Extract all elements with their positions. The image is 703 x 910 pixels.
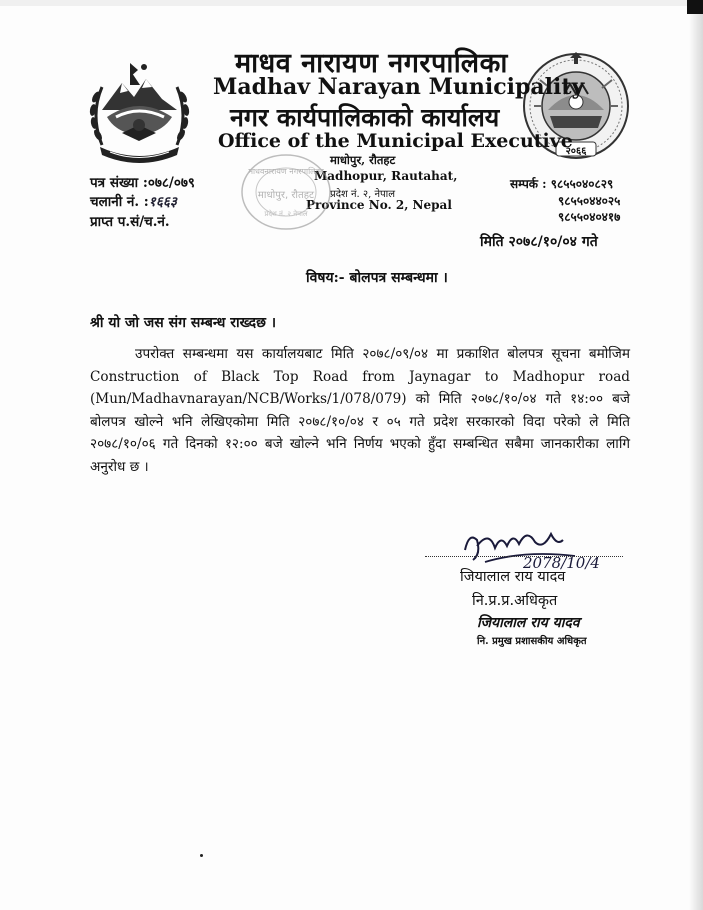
- page-right-edge: [689, 0, 703, 910]
- signatory-stamp-title: नि. प्रमुख प्रशासकीय अधिकृत: [477, 636, 587, 647]
- seal-year: २०६६: [565, 146, 587, 157]
- stamp-text-3: प्रदेश नं. २ नेपाल: [264, 210, 308, 218]
- signature-date-handwritten: 2078/10/4: [523, 554, 600, 572]
- reference-value: ०७८/०७९: [147, 175, 195, 191]
- address-english: Madhopur, Rautahat,: [314, 169, 458, 183]
- office-rubber-stamp: [240, 152, 332, 232]
- signatory-stamp-name: जियालाल राय यादव: [477, 615, 580, 631]
- letter-greeting: श्री यो जो जस संग सम्बन्ध राख्दछ ।: [90, 315, 277, 331]
- municipality-name-english: Madhav Narayan Municipality: [213, 74, 585, 100]
- contact-phone-1: [510, 175, 613, 192]
- stamp-text-1: माधवनारायण नगरपालिका: [248, 167, 324, 176]
- stamp-text-2: माधोपुर, रौतहट: [257, 190, 315, 201]
- reference-number: [90, 173, 195, 191]
- page-top-edge: [0, 0, 703, 6]
- dispatch-label: चलानी नं. :: [90, 194, 149, 210]
- office-name-nepali: नगर कार्यपालिकाको कार्यालय: [230, 103, 500, 132]
- signatory-name: जियालाल राय यादव: [460, 569, 566, 585]
- phone-1: ९८५५०४०८२९: [550, 177, 614, 191]
- received-number: प्राप्त प.सं/च.नं.: [90, 214, 170, 230]
- nepal-coat-of-arms-emblem: [82, 55, 197, 170]
- scan-edge-mark: [687, 0, 703, 14]
- address-nepali: माधोपुर, रौतहट: [330, 153, 396, 167]
- letter-date: मिति २०७८/१०/०४ गते: [480, 234, 598, 250]
- dispatch-value-handwritten: १६६३: [148, 194, 177, 210]
- signatory-title: नि.प्र.प्र.अधिकृत: [472, 593, 558, 609]
- contact-phone-3: ९८५५०४०४१७: [558, 210, 621, 224]
- office-name-english: Office of the Municipal Executive: [218, 130, 573, 152]
- municipality-name-nepali: माधव नारायण नगरपालिका: [235, 48, 508, 79]
- province-nepali: प्रदेश नं. २, नेपाल: [330, 189, 396, 200]
- scan-speck: [200, 854, 203, 857]
- dispatch-number: [90, 192, 177, 210]
- province-english: Province No. 2, Nepal: [306, 198, 452, 212]
- signature-dotted-line: [425, 556, 623, 557]
- contact-label: सम्पर्क :: [510, 177, 547, 191]
- reference-label: पत्र संख्या :: [90, 175, 148, 191]
- letter-subject: विषय:- बोलपत्र सम्बन्धमा ।: [306, 270, 448, 286]
- letter-body: उपरोक्त सम्बन्धमा यस कार्यालयबाट मिति २०७८/०९/०४ मा प्रकाशित बोलपत्र सूचना बमोजिम Construction of Black Top Road from Jaynagar to Madhopur road (Mun/Madhavnarayan/NCB/Works/1/078/079) को मिति २०७८/१०/०४ गते १४:०० बजे बोलपत्र खोल्ने भनि लेखिएकोमा मिति २०७८/१०/०४ र ०५ गते प्रदेश सरकारको विदा परेको ले मिति २०७८/१०/०६ गते दिनको १२:०० बजे खोल्ने भनि निर्णय भएको हुँदा सम्बन्धित सबैमा जानकारीका लागि अनुरोध छ ।: [90, 346, 630, 475]
- contact-phone-2: ९८५५०४४०२५: [558, 194, 621, 208]
